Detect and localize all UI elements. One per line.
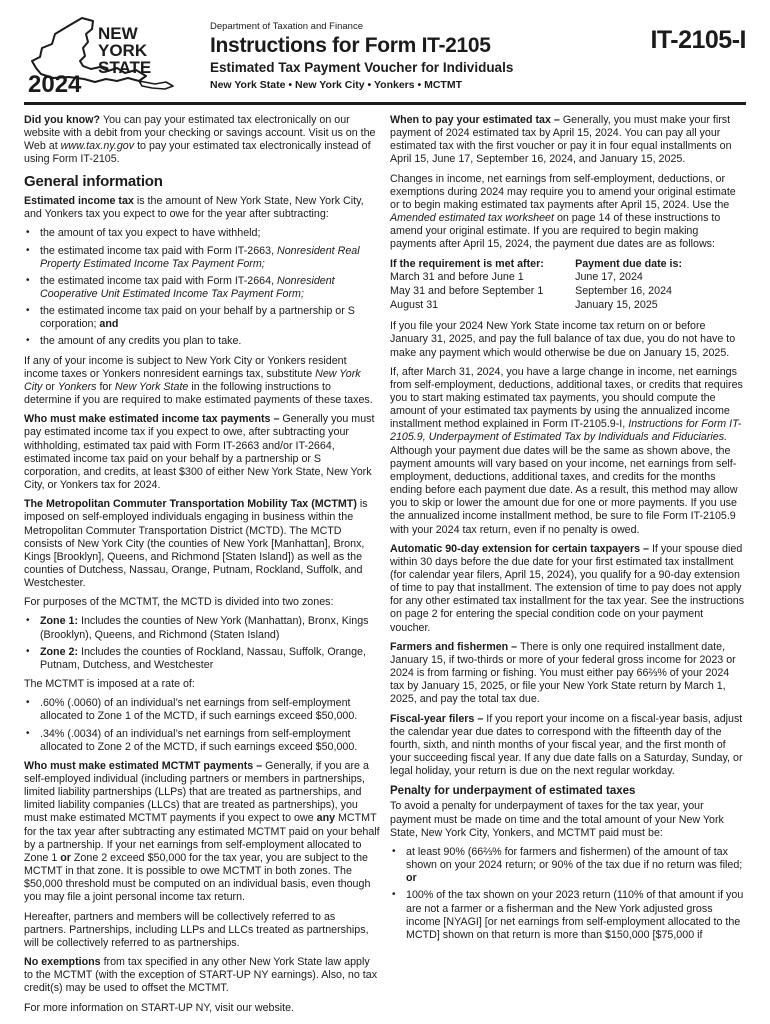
text-segment: If you file your 2024 New York State income tax return on or before January 31, 2025, and pay the full balance of tax due, you do not have to make any payment which would otherwise be due on January 15, 2025. [390, 320, 736, 359]
left-column [24, 114, 380, 1021]
paragraph [390, 320, 746, 359]
bullet-text [40, 275, 380, 301]
text-segment: Amended estimated tax worksheet [390, 212, 554, 225]
text-segment: at least 90% (66⅔% for farmers and fishermen) of the amount of tax shown on your 2024 return; or 90% of the tax due if no return was filed; [406, 845, 743, 872]
text-segment: Generally you must pay estimated income tax if you expect to owe, after subtracting your withholding, estimated tax paid with Form IT-2663 and/or IT-2664, estimated income tax paid on your behalf by a partnership or S corporation, and credits, at least $300 of either New York State, New York City, or Yonkers tax for 2024. [24, 413, 375, 492]
bullet-marker: • [26, 244, 30, 256]
form-title: Instructions for Form IT-2105 [210, 34, 491, 57]
bullet-list [24, 615, 380, 672]
paragraph [390, 366, 746, 537]
table-header-cell: Payment due date is: [575, 257, 683, 270]
bullet-item [24, 335, 380, 348]
bullet-marker: • [26, 227, 30, 239]
logo-text-new: NEW [98, 24, 138, 43]
section-heading: Penalty for underpayment of estimated taxes [390, 785, 636, 798]
text-segment: Nonresident Real Property Estimated Income Tax Payment Form; [40, 244, 360, 270]
bullet-list [24, 227, 380, 348]
table-header-cell: If the requirement is met after: [390, 257, 544, 270]
due-date-table [390, 258, 746, 314]
bullet-text [40, 245, 380, 271]
bullet-text [406, 889, 746, 942]
table-row [390, 271, 746, 285]
bullet-marker: • [26, 335, 30, 347]
text-segment: For purposes of the MCTMT, the MCTD is divided into two zones: [24, 596, 334, 609]
jurisdiction-tagline: New York State • New York City • Yonkers • MCTMT [210, 79, 463, 91]
new-york-state-outline-icon [22, 12, 194, 96]
section-heading: General information [24, 172, 163, 190]
bullet-marker: • [26, 727, 30, 739]
text-segment: Hereafter, partners and members will be collectively referred to as partners. Partnerships, including LLPs and LLCs treated as partnerships, will be collectively referred to as partnerships. [24, 910, 369, 949]
text-segment: For more information on START-UP NY, visit our website. [24, 1001, 295, 1014]
paragraph [24, 195, 380, 221]
paragraph [390, 543, 746, 635]
text-segment: Changes in income, net earnings from self-employment, deductions, or exemptions during 2024 may require you to amend your original estimate or to begin making estimated tax payments after April 15, 2024. Use the [390, 172, 736, 211]
bullet-marker: • [26, 697, 30, 709]
text-segment: any [316, 812, 336, 825]
bullet-item [24, 275, 380, 301]
bullet-marker: • [26, 305, 30, 317]
table-cell: May 31 and before September 1 [390, 285, 544, 298]
table-header-row [390, 258, 746, 272]
logo-text-york: YORK [98, 41, 148, 60]
text-segment: www.tax.ny.gov [60, 140, 135, 153]
text-segment: Farmers and fishermen – [390, 640, 521, 653]
text-segment: Yonkers [57, 380, 97, 393]
text-segment: from tax specified in any other New York State law apply to the MCTMT (with the exception of START-UP NY earnings). Also, no tax credit(s) may be used to offset the MCTMT. [24, 956, 378, 995]
text-segment: Instructions for Form IT-2105.9, Underpayment of Estimated Tax by Individuals and Fiduciaries. [390, 418, 742, 444]
text-segment: or [406, 872, 417, 885]
bullet-item [390, 889, 746, 942]
paragraph [390, 800, 746, 839]
text-segment: Who must make estimated MCTMT payments – [24, 759, 266, 772]
text-segment: the estimated income tax paid on your behalf by a partnership or S corporation; [40, 305, 355, 331]
text-segment: the estimated income tax paid with Form IT-2664, [40, 274, 278, 287]
bullet-marker: • [26, 645, 30, 657]
paragraph [24, 1002, 380, 1015]
paragraph [24, 760, 380, 905]
bullet-list [24, 697, 380, 754]
paragraph [24, 498, 380, 590]
table-cell: August 31 [390, 299, 439, 312]
text-segment: Includes the counties of Rockland, Nassau, Suffolk, Orange, Putnam, Dutchess, and Westchester [40, 645, 366, 671]
text-segment: Fiscal-year filers – [390, 712, 487, 725]
text-segment: There is only one required installment date, January 15, if two-thirds or more of your federal gross income for 2023 or 2024 is from farming or fishing. You must either pay 66⅔% of your 2024 tax by January 15, 2025, or file your New York State return by March 1, 2025, and pay the total tax due. [390, 640, 736, 706]
text-segment: the amount of any credits you plan to take. [40, 335, 242, 348]
two-column-body [0, 114, 770, 1021]
bullet-text [40, 697, 380, 723]
bullet-text [40, 227, 380, 240]
text-segment: Zone 2: [40, 645, 81, 658]
text-segment: Automatic 90-day extension for certain taxpayers – [390, 542, 652, 555]
text-segment: Zone 2 exceed $50,000 for the tax year, you are subject to the MCTMT in that zone. It is possible to owe MCTMT in both zones. The $50,000 threshold must be computed on an individual basis, even though you may file a joint personal income tax return. [24, 851, 371, 904]
text-segment: for [96, 380, 115, 393]
header-divider [24, 102, 746, 105]
text-segment: Includes the counties of New York (Manhattan), Bronx, Kings (Brooklyn), Queens, and Richmond (Staten Island) [40, 615, 369, 641]
text-segment: .34% (.0034) of an individual’s net earnings from self-employment allocated to Zone 2 of the MCTD, if such earnings exceed $50,000. [40, 727, 358, 753]
bullet-item [390, 846, 746, 885]
text-segment: Generally, you must make your first payment of 2024 estimated tax by April 15, 2024. You can pay all your estimated tax with the first voucher or pay it in four equal installments on April 15, June 17, September 16, 2024, and January 15, 2025. [390, 114, 732, 166]
text-segment: is the amount of New York State, New York City, and Yonkers tax you expect to owe for the year after subtracting: [24, 195, 364, 221]
header-title-block [194, 12, 650, 91]
bullet-item [24, 227, 380, 240]
paragraph [24, 911, 380, 950]
text-segment: You can pay your estimated tax electronically on our website with a debit from your checking or savings account. Visit us on the Web at [24, 114, 376, 153]
text-segment: and [99, 318, 119, 331]
table-cell: June 17, 2024 [575, 271, 643, 284]
table-cell: January 15, 2025 [575, 299, 658, 312]
bullet-item [24, 728, 380, 754]
bullet-text [40, 615, 380, 641]
paragraph [24, 114, 380, 167]
text-segment: or [60, 851, 71, 864]
bullet-item [24, 305, 380, 331]
table-row [390, 299, 746, 313]
text-segment: The Metropolitan Commuter Transportation Mobility Tax (MCTMT) [24, 498, 360, 511]
text-segment: No exemptions [24, 956, 104, 969]
logo-year: 2024 [28, 71, 82, 96]
text-segment: If any of your income is subject to New York City or Yonkers resident income taxes or Yonkers nonresident earnings tax, substitute [24, 354, 347, 380]
document-header [0, 0, 770, 96]
text-segment: The MCTMT is imposed at a rate of: [24, 678, 195, 691]
table-cell: September 16, 2024 [575, 285, 672, 298]
text-segment: Who must make estimated income tax payments – [24, 413, 283, 426]
table-cell: March 31 and before June 1 [390, 271, 524, 284]
paragraph [390, 173, 746, 252]
text-segment: To avoid a penalty for underpayment of taxes for the tax year, your payment must be made on time and the total amount of your New York State, New York City, Yonkers, and MCTMT paid must be: [390, 800, 724, 839]
paragraph [24, 355, 380, 408]
bullet-text [40, 646, 380, 672]
paragraph [390, 114, 746, 167]
bullet-text [40, 305, 380, 331]
text-segment: in the following instructions to determine if you are required to make estimated payments of these taxes. [24, 380, 373, 407]
text-segment: MCTMT for the tax year after subtracting any estimated MCTMT paid on your behalf by a partnership. If your net earnings from self-employment allocated to Zone 1 [24, 812, 380, 864]
form-subtitle: Estimated Tax Payment Voucher for Individuals [210, 60, 514, 75]
logo-text-state: STATE [98, 58, 152, 77]
table-row [390, 285, 746, 299]
bullet-text [40, 728, 380, 754]
paragraph [390, 713, 746, 779]
text-segment: to pay your estimated tax electronically instead of using Form IT-2105. [24, 140, 371, 166]
bullet-item [24, 697, 380, 723]
text-segment: If your spouse died within 30 days before the due date for your first estimated tax installment (for calendar year filers, April 15, 2024), you qualify for a 90-day extension of time to pay that installment. The extension of time to pay does not apply for any other estimated tax installment for the tax year. See the instructions on page 2 for entering the special condition code on your payment voucher. [390, 542, 745, 634]
bullet-marker: • [392, 889, 396, 901]
bullet-list [390, 846, 746, 942]
nys-2024-logo [22, 12, 194, 96]
right-column [390, 114, 746, 1021]
text-segment: If, after March 31, 2024, you have a large change in income, net earnings from self-employment, deductions, additional taxes, or credits that requires you to start making estimated tax payments, you should compute the amount of your estimated tax payments by using the annualized income installment method explained in Form IT-2105.9-I, [390, 365, 743, 431]
bullet-marker: • [26, 615, 30, 627]
text-segment: or [42, 380, 58, 393]
text-segment: 100% of the tax shown on your 2023 return (110% of that amount if you are not a farmer or a fisherman and the New York adjusted gross income [NYAGI] [or net earnings from self-employment allocated to the MCTD] shown on that return is more than $150,000 [$75,000 if [406, 889, 744, 941]
form-number: IT-2105-I [650, 26, 746, 54]
text-segment: .60% (.0060) of an individual’s net earnings from self-employment allocated to Zone 1 of the MCTD, if such earnings exceed $50,000. [40, 697, 358, 723]
text-segment: the estimated income tax paid with Form IT-2663, [40, 244, 278, 257]
text-segment: Although your payment due dates will be the same as shown above, the payment amounts will vary based on your income, net earnings from self-employment, deductions, additional taxes, and credits for the months ending before each payment due date. As a result, this method may allow you to skip or lower the amount due for one or more payments. If you use the annualized income installment method, be sure to file Form IT-2105.9 with your 2024 tax return, even if no penalty is owed. [390, 444, 738, 536]
department-line: Department of Taxation and Finance [210, 21, 363, 32]
bullet-marker: • [392, 845, 396, 857]
bullet-marker: • [26, 274, 30, 286]
text-segment: is imposed on self-employed individuals engaging in business within the Metropolitan Commuter Transportation District (MCTD). The MCTD consists of New York City (the counties of New York [Manhattan], Bronx, Kings [Brooklyn], Queens, and Richmond [Staten Island]) as well as the counties of Dutchess, Nassau, Orange, Putnam, Rockland, Suffolk, and Westchester. [24, 498, 368, 590]
text-segment: on page 14 of these instructions to amend your original estimate. If you are required to begin making payments after April 15, 2024, the payment due dates are as follows: [390, 212, 721, 251]
text-segment: Did you know? [24, 114, 103, 126]
text-segment: Generally, if you are a self-employed individual (including partners or members in partnerships, limited liability partnerships (LLPs) that are treated as partnerships, and limited liability companies (LLCs) that are treated as partnerships), you must make estimated MCTMT payments if you expect to owe [24, 759, 369, 825]
text-segment: New York City [24, 367, 361, 393]
paragraph [24, 596, 380, 609]
bullet-text [406, 846, 746, 885]
paragraph [24, 678, 380, 691]
text-segment: Estimated income tax [24, 195, 137, 208]
text-segment: Nonresident Cooperative Unit Estimated Income Tax Payment Form; [40, 274, 335, 300]
paragraph [24, 413, 380, 492]
bullet-item [24, 615, 380, 641]
text-segment: When to pay your estimated tax – [390, 114, 563, 126]
text-segment: If you report your income on a fiscal-year basis, adjust the calendar year due dates to correspond with the fifteenth day of the fourth, sixth, and ninth months of your fiscal year, and the first month of your succeeding fiscal year. If any due date falls on a Saturday, Sunday, or legal holiday, your return is due on the next regular workday. [390, 712, 743, 778]
bullet-text [40, 335, 380, 348]
text-segment: the amount of tax you expect to have withheld; [40, 227, 261, 240]
bullet-item [24, 646, 380, 672]
paragraph [390, 641, 746, 707]
paragraph [24, 956, 380, 995]
bullet-item [24, 245, 380, 271]
text-segment: Zone 1: [40, 615, 81, 628]
text-segment: New York State [114, 380, 189, 393]
